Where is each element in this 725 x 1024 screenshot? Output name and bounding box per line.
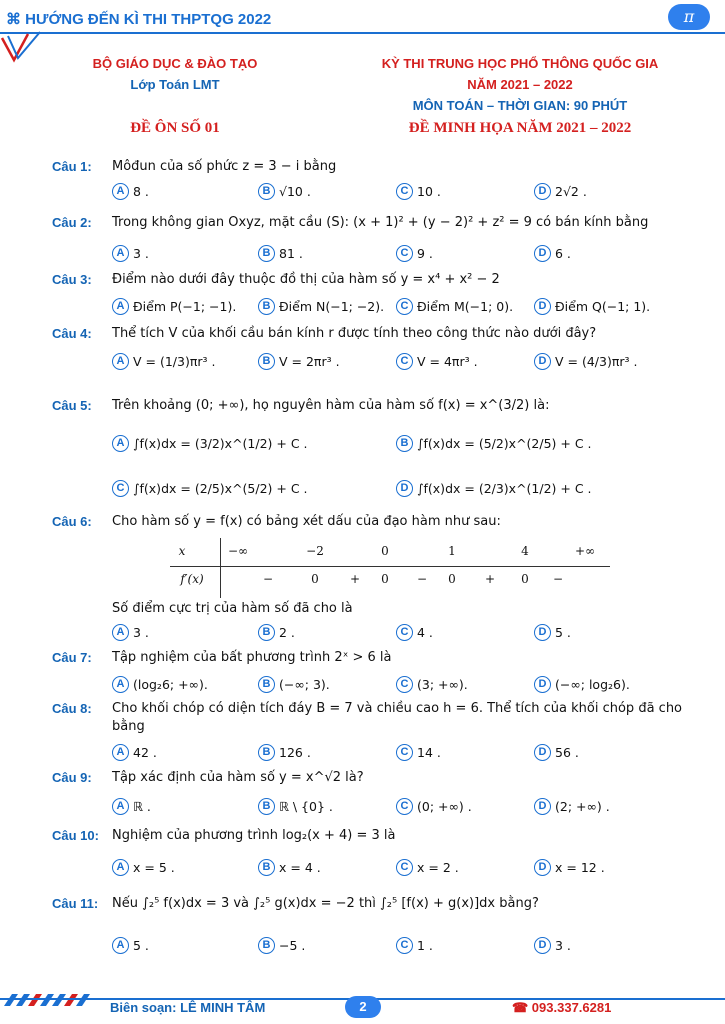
question-label: Câu 8:	[52, 701, 92, 716]
header-title: ⌘ HƯỚNG ĐẾN KÌ THI THPTQG 2022	[6, 11, 272, 28]
option-letter-circle: A	[112, 676, 129, 693]
option-letter-circle: C	[396, 859, 413, 876]
option-value: V = 4πr³ .	[417, 354, 478, 369]
answer-option-c[interactable]	[396, 298, 513, 315]
option-value: 4 .	[417, 625, 433, 640]
option-value: (−∞; log₂6).	[555, 677, 630, 692]
option-letter-circle: B	[258, 183, 275, 200]
question-text: Tập xác định của hàm số y = x^√2 là?	[112, 770, 364, 785]
answer-option-c[interactable]	[396, 859, 459, 876]
answer-option-c[interactable]	[396, 624, 433, 641]
option-letter-circle: A	[112, 798, 129, 815]
option-letter-circle: C	[396, 798, 413, 815]
option-letter-circle: C	[112, 480, 129, 497]
exam-name: KỲ THI TRUNG HỌC PHỔ THÔNG QUỐC GIA	[381, 56, 659, 71]
sign-table-x-value: 1	[448, 544, 456, 558]
option-value: 3 .	[133, 625, 149, 640]
answer-option-a[interactable]	[112, 353, 215, 370]
sign-table-vertical-line	[220, 538, 221, 598]
option-value: V = (1/3)πr³ .	[133, 354, 216, 369]
footer-phone: ☎ 093.337.6281	[512, 1000, 612, 1015]
answer-option-a[interactable]	[112, 298, 236, 315]
answer-option-b[interactable]	[258, 937, 305, 954]
review-number: ĐỀ ÔN SỐ 01	[130, 120, 220, 136]
option-value: Điểm Q(−1; 1).	[555, 299, 651, 314]
question-label: Câu 9:	[52, 770, 92, 785]
option-letter-circle: C	[396, 744, 413, 761]
answer-option-d[interactable]	[534, 624, 571, 641]
answer-option-c[interactable]	[396, 798, 472, 815]
brand-logo-icon	[0, 30, 60, 70]
option-letter-circle: A	[112, 298, 129, 315]
option-letter-circle: B	[396, 435, 413, 452]
answer-option-d[interactable]	[534, 798, 610, 815]
question-label: Câu 10:	[52, 828, 99, 843]
option-value: Điểm N(−1; −2).	[279, 299, 385, 314]
option-letter-circle: C	[396, 183, 413, 200]
exam-year: NĂM 2021 – 2022	[467, 77, 573, 92]
sign-table-sign: +	[484, 572, 496, 586]
option-value: x = 2 .	[417, 860, 459, 875]
option-letter-circle: A	[112, 353, 129, 370]
footer-author: Biên soạn: LÊ MINH TÂM	[110, 1000, 266, 1015]
option-value: 1 .	[417, 938, 433, 953]
sign-table-horizontal-line	[170, 566, 610, 567]
option-letter-circle: B	[258, 798, 275, 815]
option-value: 5 .	[133, 938, 149, 953]
answer-option-c[interactable]	[396, 245, 433, 262]
option-letter-circle: B	[258, 245, 275, 262]
option-letter-circle: D	[534, 183, 551, 200]
option-letter-circle: C	[396, 245, 413, 262]
answer-option-d[interactable]	[534, 353, 637, 370]
answer-option-d[interactable]	[534, 183, 587, 200]
ministry-name: BỘ GIÁO DỤC & ĐÀO TẠO	[92, 56, 258, 71]
answer-option-c[interactable]	[396, 937, 433, 954]
answer-option-d[interactable]	[534, 744, 579, 761]
answer-option-b[interactable]	[258, 744, 311, 761]
question-label: Câu 6:	[52, 514, 92, 529]
sign-table-sign: −	[262, 572, 274, 586]
answer-option-b[interactable]	[258, 676, 330, 693]
option-value: Điểm M(−1; 0).	[417, 299, 514, 314]
option-letter-circle: B	[258, 744, 275, 761]
answer-option-b[interactable]	[258, 624, 295, 641]
answer-option-d[interactable]	[534, 676, 630, 693]
option-value: ∫f(x)dx = (3/2)x^(1/2) + C .	[133, 436, 308, 451]
option-value: (log₂6; +∞).	[133, 677, 208, 692]
option-letter-circle: A	[112, 744, 129, 761]
question-text: Thể tích V của khối cầu bán kính r được tính theo công thức nào dưới đây?	[112, 326, 597, 341]
option-letter-circle: D	[534, 245, 551, 262]
option-letter-circle: D	[534, 798, 551, 815]
option-value: Điểm P(−1; −1).	[133, 299, 237, 314]
option-value: 3 .	[555, 938, 571, 953]
option-letter-circle: D	[534, 353, 551, 370]
option-value: 126 .	[279, 745, 311, 760]
answer-option-c[interactable]	[396, 353, 478, 370]
option-value: 42 .	[133, 745, 157, 760]
option-value: x = 4 .	[279, 860, 321, 875]
sign-table-sign: 0	[381, 572, 389, 586]
option-value: 2 .	[279, 625, 295, 640]
question-text: Điểm nào dưới đây thuộc đồ thị của hàm số y = x⁴ + x² − 2	[112, 272, 500, 287]
sign-table-derivative-label: f′(x)	[180, 572, 204, 586]
option-letter-circle: B	[258, 676, 275, 693]
option-letter-circle: C	[396, 624, 413, 641]
option-value: 10 .	[417, 184, 441, 199]
sign-table-sign: −	[552, 572, 564, 586]
sample-exam-title: ĐỀ MINH HỌA NĂM 2021 – 2022	[408, 120, 632, 136]
answer-option-c[interactable]	[112, 480, 308, 497]
option-letter-circle: A	[112, 245, 129, 262]
option-letter-circle: A	[112, 624, 129, 641]
footer-stripes	[0, 990, 110, 1010]
answer-option-b[interactable]	[258, 298, 384, 315]
question-followup-text: Số điểm cực trị của hàm số đã cho là	[112, 601, 353, 616]
option-value: 6 .	[555, 246, 571, 261]
option-letter-circle: D	[534, 676, 551, 693]
sign-table-x-value: +∞	[574, 544, 596, 558]
question-text: Nghiệm của phương trình log₂(x + 4) = 3 là	[112, 828, 396, 843]
answer-option-c[interactable]	[396, 183, 441, 200]
option-letter-circle: D	[534, 744, 551, 761]
option-value: 8 .	[133, 184, 149, 199]
option-value: 14 .	[417, 745, 441, 760]
option-value: √10 .	[279, 184, 311, 199]
sign-table-sign: 0	[448, 572, 456, 586]
option-letter-circle: B	[258, 937, 275, 954]
option-letter-circle: B	[258, 624, 275, 641]
option-value: 2√2 .	[555, 184, 587, 199]
option-letter-circle: D	[534, 624, 551, 641]
option-value: V = (4/3)πr³ .	[555, 354, 638, 369]
option-letter-circle: C	[396, 353, 413, 370]
option-value: −5 .	[279, 938, 306, 953]
exam-subject: MÔN TOÁN – THỜI GIAN: 90 PHÚT	[412, 98, 628, 113]
option-value: 81 .	[279, 246, 303, 261]
header-divider	[0, 32, 725, 34]
sign-table-x-value: −2	[306, 544, 324, 558]
option-value: 5 .	[555, 625, 571, 640]
question-label: Câu 5:	[52, 398, 92, 413]
question-text: Cho khối chóp có diện tích đáy B = 7 và chiều cao h = 6. Thể tích của khối chóp đã cho bằng	[112, 701, 683, 734]
option-letter-circle: A	[112, 859, 129, 876]
option-value: ℝ .	[133, 799, 151, 814]
question-label: Câu 1:	[52, 159, 92, 174]
sign-table-sign: 0	[311, 572, 319, 586]
answer-option-c[interactable]	[396, 676, 468, 693]
option-value: (2; +∞) .	[555, 799, 610, 814]
sign-table-sign: +	[349, 572, 361, 586]
sign-table-x-value: 0	[381, 544, 389, 558]
question-text: Trên khoảng (0; +∞), họ nguyên hàm của hàm số f(x) = x^(3/2) là:	[112, 398, 550, 413]
answer-option-d[interactable]	[534, 859, 605, 876]
answer-option-a[interactable]	[112, 435, 308, 452]
option-value: ∫f(x)dx = (2/3)x^(1/2) + C .	[417, 481, 592, 496]
question-text: Tập nghiệm của bất phương trình 2ˣ > 6 là	[112, 650, 392, 665]
option-letter-circle: B	[258, 353, 275, 370]
answer-option-a[interactable]	[112, 624, 149, 641]
answer-option-a[interactable]	[112, 676, 208, 693]
answer-option-a[interactable]	[112, 937, 149, 954]
answer-option-a[interactable]	[112, 245, 149, 262]
option-value: 56 .	[555, 745, 579, 760]
question-text: Nếu ∫₂⁵ f(x)dx = 3 và ∫₂⁵ g(x)dx = −2 thì ∫₂⁵ [f(x) + g(x)]dx bằng?	[112, 896, 539, 911]
answer-option-a[interactable]	[112, 798, 151, 815]
pi-badge: π	[668, 4, 710, 30]
sign-table-x-value: −∞	[227, 544, 249, 558]
page-footer	[0, 988, 725, 1024]
answer-option-b[interactable]	[258, 353, 340, 370]
answer-option-d[interactable]	[534, 937, 571, 954]
option-value: (−∞; 3).	[279, 677, 330, 692]
option-letter-circle: B	[258, 859, 275, 876]
answer-option-b[interactable]	[258, 798, 333, 815]
page-number: 2	[345, 996, 381, 1018]
answer-option-d[interactable]	[396, 480, 592, 497]
option-letter-circle: B	[258, 298, 275, 315]
option-letter-circle: C	[396, 298, 413, 315]
answer-option-a[interactable]	[112, 183, 149, 200]
option-value: (0; +∞) .	[417, 799, 472, 814]
option-value: 9 .	[417, 246, 433, 261]
question-label: Câu 3:	[52, 272, 92, 287]
class-name: Lớp Toán LMT	[130, 77, 220, 92]
answer-option-b[interactable]	[258, 183, 311, 200]
answer-option-a[interactable]	[112, 859, 175, 876]
sign-table-sign: 0	[521, 572, 529, 586]
option-value: x = 12 .	[555, 860, 605, 875]
question-label: Câu 7:	[52, 650, 92, 665]
question-label: Câu 11:	[52, 896, 99, 911]
answer-option-b[interactable]	[396, 435, 592, 452]
option-letter-circle: C	[396, 937, 413, 954]
option-value: ∫f(x)dx = (5/2)x^(2/5) + C .	[417, 436, 592, 451]
answer-option-a[interactable]	[112, 744, 157, 761]
option-letter-circle: D	[534, 298, 551, 315]
option-letter-circle: A	[112, 937, 129, 954]
answer-option-c[interactable]	[396, 744, 441, 761]
option-value: V = 2πr³ .	[279, 354, 340, 369]
option-value: 3 .	[133, 246, 149, 261]
option-letter-circle: D	[534, 859, 551, 876]
answer-option-d[interactable]	[534, 245, 571, 262]
question-text: Trong không gian Oxyz, mặt cầu (S): (x + 1)² + (y − 2)² + z² = 9 có bán kính bằng	[112, 215, 649, 230]
option-value: (3; +∞).	[417, 677, 468, 692]
option-value: x = 5 .	[133, 860, 175, 875]
option-letter-circle: A	[112, 435, 129, 452]
answer-option-b[interactable]	[258, 245, 303, 262]
option-letter-circle: D	[534, 937, 551, 954]
page-header	[0, 0, 725, 40]
option-letter-circle: C	[396, 676, 413, 693]
question-text: Môđun của số phức z = 3 − i bằng	[112, 159, 337, 174]
answer-option-d[interactable]	[534, 298, 650, 315]
option-value: ∫f(x)dx = (2/5)x^(5/2) + C .	[133, 481, 308, 496]
sign-table-x-label: x	[178, 544, 186, 558]
derivative-sign-table	[170, 538, 610, 600]
option-letter-circle: D	[396, 480, 413, 497]
question-label: Câu 2:	[52, 215, 92, 230]
option-letter-circle: A	[112, 183, 129, 200]
answer-option-b[interactable]	[258, 859, 321, 876]
sign-table-x-value: 4	[521, 544, 529, 558]
question-text: Cho hàm số y = f(x) có bảng xét dấu của đạo hàm như sau:	[112, 514, 501, 529]
sign-table-sign: −	[416, 572, 428, 586]
option-value: ℝ \ {0} .	[279, 799, 333, 814]
question-label: Câu 4:	[52, 326, 92, 341]
